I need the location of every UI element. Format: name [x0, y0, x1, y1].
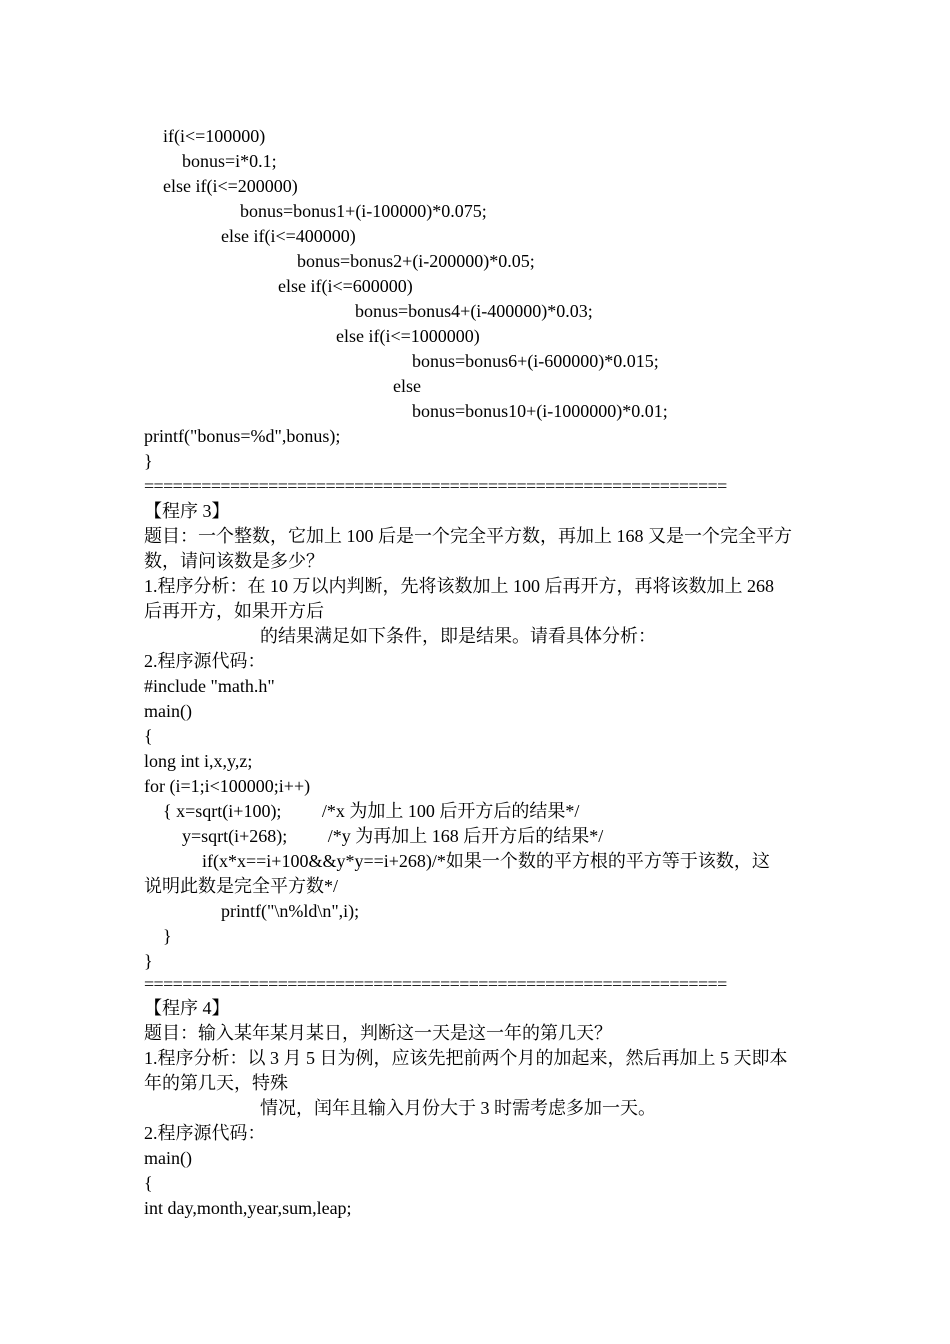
program4-source-label: 2.程序源代码： [144, 1123, 266, 1143]
code-line: else if(i<=1000000) [336, 326, 480, 346]
code-line: { x=sqrt(i+100); /*x 为加上 100 后开方后的结果*/ [163, 801, 580, 821]
code-line: if(x*x==i+100&&y*y==i+268)/*如果一个数的平方根的平方等于该数，这 [202, 851, 770, 871]
program3-analysis: 后再开方，如果开方后 [144, 601, 324, 621]
code-line: y=sqrt(i+268); /*y 为再加上 168 后开方后的结果*/ [182, 826, 604, 846]
code-line: int day,month,year,sum,leap; [144, 1198, 352, 1218]
program3-question: 数，请问该数是多少？ [144, 551, 324, 571]
code-line: { [144, 726, 153, 746]
program4-analysis: 1.程序分析：以 3 月 5 日为例，应该先把前两个月的加起来，然后再加上 5 天即本 [144, 1048, 788, 1068]
code-line: long int i,x,y,z; [144, 751, 253, 771]
code-line: } [163, 926, 172, 946]
code-line: { [144, 1173, 153, 1193]
code-line: else if(i<=200000) [163, 176, 298, 196]
code-line: #include "math.h" [144, 676, 275, 696]
separator-line: ============================================================= [144, 476, 727, 496]
code-line: else if(i<=600000) [278, 276, 413, 296]
program4-analysis: 情况，闰年且输入月份大于 3 时需考虑多加一天。 [260, 1098, 656, 1118]
code-line: main() [144, 701, 192, 721]
code-line: for (i=1;i<100000;i++) [144, 776, 311, 796]
code-line: 说明此数是完全平方数*/ [144, 876, 338, 896]
program4-analysis: 年的第几天，特殊 [144, 1073, 288, 1093]
program3-source-label: 2.程序源代码： [144, 651, 266, 671]
code-line: if(i<=100000) [163, 126, 266, 146]
code-line: bonus=bonus6+(i-600000)*0.015; [412, 351, 659, 371]
code-line: } [144, 951, 153, 971]
code-line: else [393, 376, 421, 396]
code-line: bonus=bonus1+(i-100000)*0.075; [240, 201, 487, 221]
code-line: printf("\n%ld\n",i); [221, 901, 360, 921]
code-line: bonus=bonus2+(i-200000)*0.05; [297, 251, 535, 271]
code-line: bonus=bonus4+(i-400000)*0.03; [355, 301, 593, 321]
program3-question: 题目：一个整数，它加上 100 后是一个完全平方数，再加上 168 又是一个完全平方 [144, 526, 792, 546]
code-line: else if(i<=400000) [221, 226, 356, 246]
code-line: bonus=i*0.1; [182, 151, 277, 171]
code-line: bonus=bonus10+(i-1000000)*0.01; [412, 401, 668, 421]
program4-question: 题目：输入某年某月某日，判断这一天是这一年的第几天？ [144, 1023, 612, 1043]
separator-line: ============================================================= [144, 974, 727, 994]
program3-analysis: 的结果满足如下条件，即是结果。请看具体分析： [260, 626, 656, 646]
code-line: } [144, 451, 153, 471]
code-line: main() [144, 1148, 192, 1168]
program3-analysis: 1.程序分析：在 10 万以内判断，先将该数加上 100 后再开方，再将该数加上 268 [144, 576, 774, 596]
code-line: printf("bonus=%d",bonus); [144, 426, 341, 446]
program4-heading: 【程序 4】 [144, 998, 230, 1018]
program3-heading: 【程序 3】 [144, 501, 230, 521]
